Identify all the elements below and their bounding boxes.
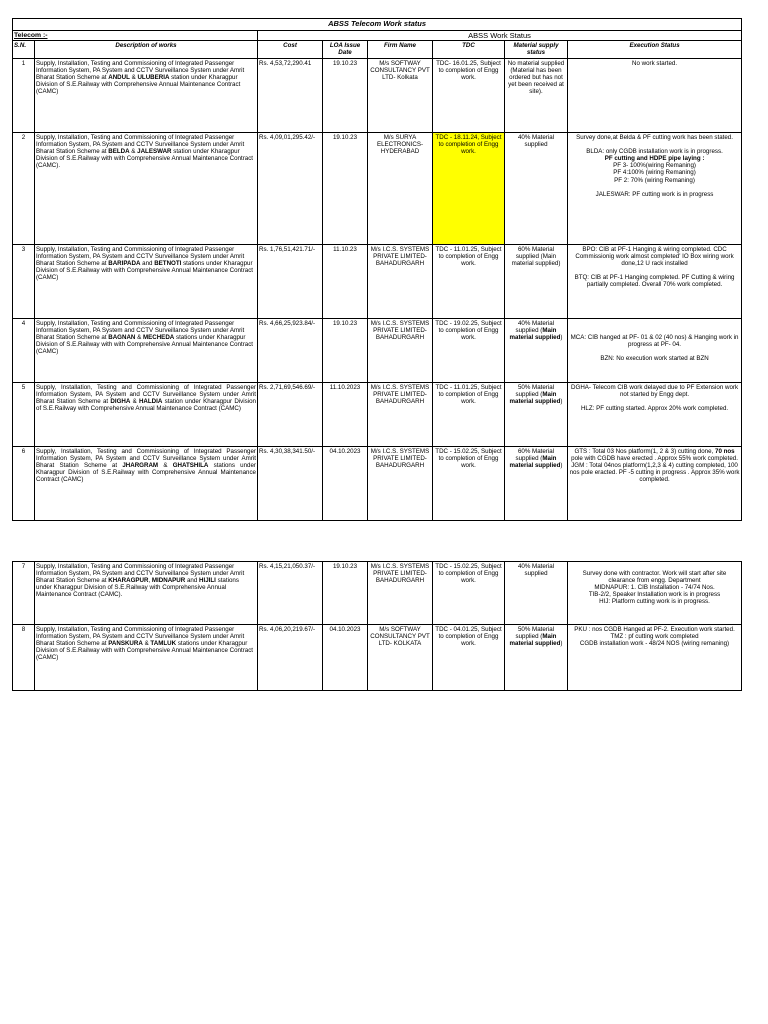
row-tdc: TDC- 16.01.25, Subject to completion of Engg work.: [433, 59, 505, 133]
row-tdc: TDC - 04.01.25, Subject to completion of Engg work.: [433, 625, 505, 691]
row-sn: 6: [13, 447, 35, 521]
row-loa: 04.10.2023: [323, 625, 368, 691]
row-firm: M/s I.C.S. SYSTEMS PRIVATE LIMITED- BAHADURGARH: [368, 562, 433, 625]
row-sn: 5: [13, 383, 35, 447]
row-loa: 11.10.23: [323, 245, 368, 319]
row-loa: 19.10.23: [323, 562, 368, 625]
col-execution: Execution Status: [568, 41, 742, 59]
table-title: ABSS Telecom Work status: [13, 19, 742, 31]
row-tdc: TDC - 11.01.25, Subject to completion of Engg work.: [433, 383, 505, 447]
row-cost: Rs. 1,76,51,421.71/-: [258, 245, 323, 319]
row-firm: M/s I.C.S. SYSTEMS PRIVATE LIMITED- BAHADURGARH: [368, 447, 433, 521]
col-loa: LOA Issue Date: [323, 41, 368, 59]
row-tdc: TDC - 15.02.25, Subject to completion of Engg work.: [433, 562, 505, 625]
row-material: 40% Material supplied (Main material supplied): [505, 319, 568, 383]
row-execution: PKU : nos CGDB Hanged at PF-2. Execution work started. TMZ : pf cutting work completed CGDB installation work - 48/24 NOS (wiring remaning): [568, 625, 742, 691]
row-sn: 4: [13, 319, 35, 383]
table-row: [13, 562, 742, 625]
row-description: Supply, Installation, Testing and Commissioning of Integrated Passenger Information System, PA System and CCTV Surveillance System under Amrit Bharat Station Scheme at KHARAGPUR, MIDNAPUR and HIJILI stations under Kharagpur Division of S.E.Railway with Comprehensive Annual Maintenance Contract (CAMC).: [35, 562, 258, 625]
col-description: Description of works: [35, 41, 258, 59]
row-execution: BPO: CIB at PF-1 Hanging & wiring completed. CDC Commissionig work almost completed' IO Box wiring work done,12 U rack installed BTQ: CIB at PF-1 Hanging completed. PF Cutting & wiring partially completed. Overall 70% work completed.: [568, 245, 742, 319]
col-cost: Cost: [258, 41, 323, 59]
row-description: Supply, Installation, Testing and Commissioning of Integrated Passenger Information System, PA System and CCTV Surveillance System under Amrit Bharat Station Scheme at BAGNAN & MECHEDA stations under Kharagpur Division of S.E.Railway with with Comprehensive Annual Maintenance Contract (CAMC): [35, 319, 258, 383]
row-cost: Rs. 2,71,69,546.69/-: [258, 383, 323, 447]
work-status-table-continued: [12, 561, 742, 691]
row-execution: DGHA- Telecom CIB work delayed due to PF Extension work not started by Engg dept. HLZ: PF cutting started. Approx 20% work completed.: [568, 383, 742, 447]
row-loa: 19.10.23: [323, 59, 368, 133]
row-firm: M/s SOFTWAY CONSULTANCY PVT LTD- KOLKATA: [368, 625, 433, 691]
col-sn: S.N.: [13, 41, 35, 59]
table-row: [13, 133, 742, 245]
row-material: 50% Material supplied (Main material supplied): [505, 625, 568, 691]
row-execution: MCA: CIB hanged at PF- 01 & 02 (40 nos) & Hanging work in progress at PF- 04. BZN: No execution work started at BZN: [568, 319, 742, 383]
work-status-table: [12, 18, 742, 521]
table-row: [13, 59, 742, 133]
row-description: Supply, Installation, Testing and Commissioning of Integrated Passenger Information System, PA System and CCTV Surveillance System under Amrit Bharat Station Scheme at BELDA & JALESWAR station under Kharagpur Division of S.E.Railway with with Comprehensive Annual Maintenance Contract (CAMC).: [35, 133, 258, 245]
row-execution: No work started.: [568, 59, 742, 133]
row-material: 40% Material supplied: [505, 562, 568, 625]
row-firm: M/s I.C.S. SYSTEMS PRIVATE LIMITED- BAHADURGARH: [368, 383, 433, 447]
row-execution: GTS : Total 03 Nos platform(1, 2 & 3) cutting done, 70 nos pole with CGDB have erected . Approx 55% work completed. JGM : Total 04nos platform(1,2,3 & 4) cutting completed, 100 nos pole eracted. PF -5 cutting in progress . Approx 35% work completed.: [568, 447, 742, 521]
status-header: ABSS Work Status: [258, 31, 742, 41]
col-tdc: TDC: [433, 41, 505, 59]
row-loa: 19.10.23: [323, 319, 368, 383]
row-cost: Rs. 4,30,38,341.50/-: [258, 447, 323, 521]
row-description: Supply, Installation, Testing and Commissioning of Integrated Passenger Information System, PA System and CCTV Surveillance System under Amrit Bharat Station Scheme at PANSKURA & TAMLUK stations under Kharagpur Division of S.E.Railway with with Comprehensive Annual Maintenance Contract (CAMC): [35, 625, 258, 691]
row-cost: Rs. 4,66,25,923.84/-: [258, 319, 323, 383]
row-material: No material supplied (Material has been ordered but has not yet been received at site).: [505, 59, 568, 133]
row-loa: 19.10.23: [323, 133, 368, 245]
row-execution: Survey done with contractor. Work will start after site clearance from engg. Department MIDNAPUR: 1. CIB Installation - 74/74 Nos. TIB-2/2, Speaker Installation work is in progress HIJ: Platform cutting work is in progress.: [568, 562, 742, 625]
row-description: Supply, Installation, Testing and Commissioning of Integrated Passenger Information System, PA System and CCTV Surveillance System under Amrit Bharat Station Scheme at ANDUL & ULUBERIA station under Kharagpur Division of S.E.Railway with Comprehensive Annual Maintenance Contract (CAMC): [35, 59, 258, 133]
row-firm: M/s I.C.S. SYSTEMS PRIVATE LIMITED- BAHADURGARH: [368, 245, 433, 319]
row-loa: 11.10.2023: [323, 383, 368, 447]
row-description: Supply, Installation, Testing and Commissioning of Integrated Passenger Information System, PA System and CCTV Surveillance System under Amrit Bharat Station Scheme at DIGHA & HALDIA station under Kharagpur Division of S.E.Railway with Comprehensive Annual Maintenance Contract (CAMC): [35, 383, 258, 447]
row-loa: 04.10.2023: [323, 447, 368, 521]
row-sn: 1: [13, 59, 35, 133]
column-header-row: [13, 41, 742, 59]
row-material: 60% Material supplied (Main material supplied): [505, 245, 568, 319]
table-row: [13, 319, 742, 383]
section-label: Telecom :-: [13, 31, 258, 41]
table-row: [13, 447, 742, 521]
row-execution: Survey done,at Belda & PF cutting work has been stated. BLDA: only CGDB installation work is in progress. PF cutting and HDPE pipe laying : PF 3- 100%(wiring Remaning) PF 4:100% (wiring Remaning) PF 2: 70% (wiring Remaning) JALESWAR: PF cutting work is in progress: [568, 133, 742, 245]
col-firm: Firm Name: [368, 41, 433, 59]
row-tdc: TDC - 15.02.25, Subject to completion of Engg work.: [433, 447, 505, 521]
table-row: [13, 245, 742, 319]
row-firm: M/s SURYA ELECTRONICS- HYDERABAD: [368, 133, 433, 245]
row-tdc: TDC - 19.02.25, Subject to completion of Engg work.: [433, 319, 505, 383]
row-firm: M/s SOFTWAY CONSULTANCY PVT LTD- Kolkata: [368, 59, 433, 133]
row-sn: 2: [13, 133, 35, 245]
col-material: Material supply status: [505, 41, 568, 59]
row-material: 40% Material supplied: [505, 133, 568, 245]
row-cost: Rs. 4,09,01,295.42/-: [258, 133, 323, 245]
row-material: 50% Material supplied (Main material supplied): [505, 383, 568, 447]
row-tdc-highlighted: TDC - 18.11.24, Subject to completion of Engg work.: [433, 133, 505, 245]
row-sn: 3: [13, 245, 35, 319]
row-firm: M/s I.C.S. SYSTEMS PRIVATE LIMITED- BAHADURGARH: [368, 319, 433, 383]
row-description: Supply, Installation, Testing and Commissioning of Integrated Passenger Information System, PA System and CCTV Surveillance System under Amrit Bharat Station Scheme at JHARGRAM & GHATSHILA stations under Kharagpur Division of S.E.Railway with Comprehensive Annual Maintenance Contract (CAMC): [35, 447, 258, 521]
table-row: [13, 625, 742, 691]
row-cost: Rs. 4,15,21,050.37/-: [258, 562, 323, 625]
row-material: 60% Material supplied (Main material supplied): [505, 447, 568, 521]
row-cost: Rs. 4,06,20,219.67/-: [258, 625, 323, 691]
row-cost: Rs. 4,53,72,290.41: [258, 59, 323, 133]
table-row: [13, 383, 742, 447]
row-sn: 8: [13, 625, 35, 691]
row-tdc: TDC - 11.01.25, Subject to completion of Engg work.: [433, 245, 505, 319]
row-description: Supply, Installation, Testing and Commissioning of Integrated Passenger Information System, PA System and CCTV Surveillance System under Amrit Bharat Station Scheme at BARIPADA and BETNOTI stations under Kharagpur Division of S.E.Railway with with Comprehensive Annual Maintenance Contract (CAMC): [35, 245, 258, 319]
row-sn: 7: [13, 562, 35, 625]
